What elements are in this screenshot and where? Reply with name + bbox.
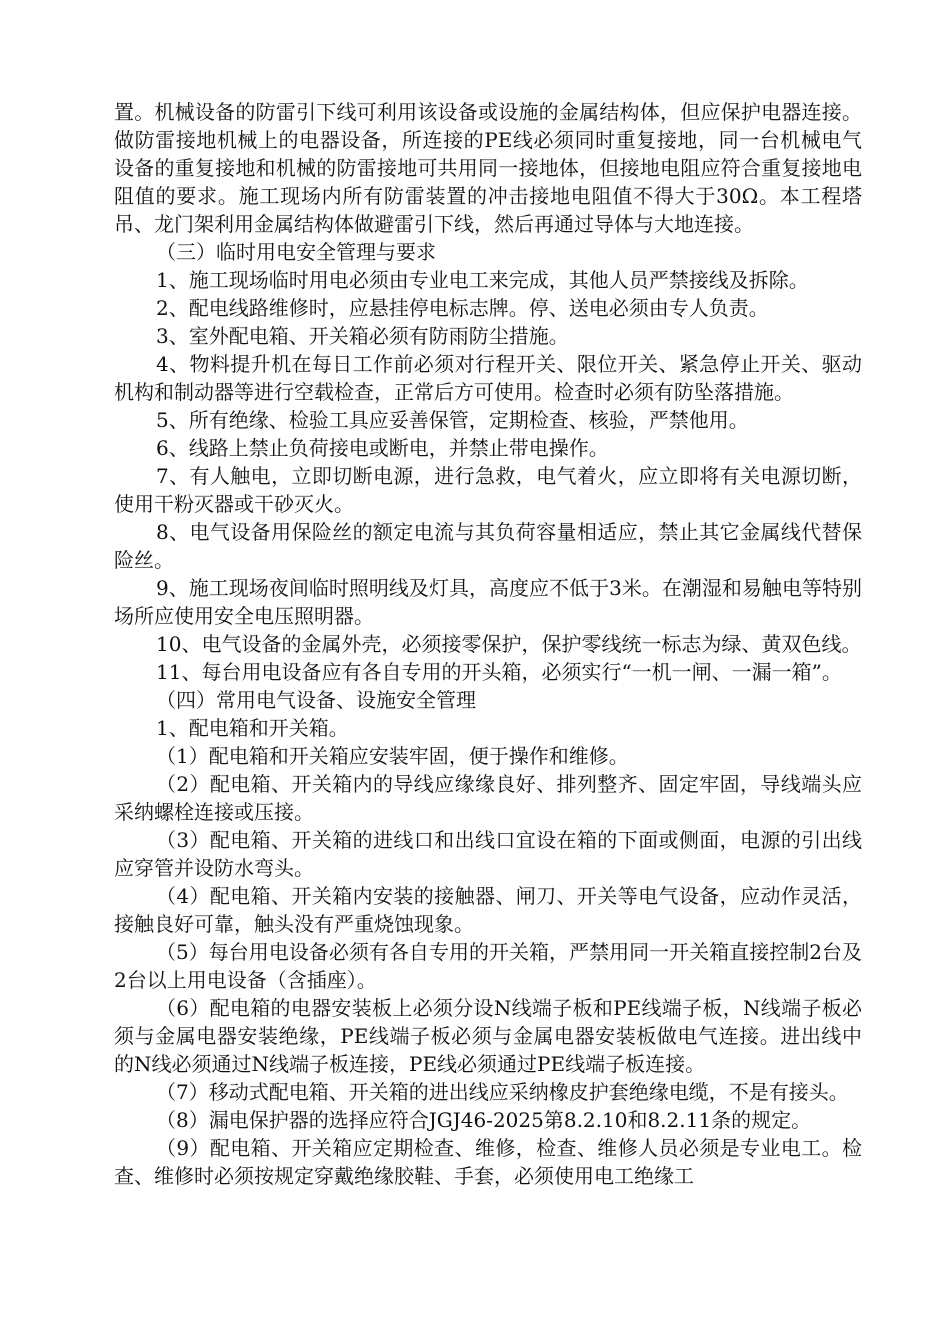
list-item: 5、所有绝缘、检验工具应妥善保管，定期检查、核验，严禁他用。 bbox=[156, 408, 749, 432]
list-item: 8、电气设备用保险丝的额定电流与其负荷容量相适应，禁止其它金属线代替保险丝。 bbox=[114, 520, 862, 572]
document-page bbox=[114, 98, 862, 1190]
sub-list-item: （7）移动式配电箱、开关箱的进出线应采纳橡皮护套绝缘电缆，不是有接头。 bbox=[156, 1080, 849, 1104]
list-item: 1、施工现场临时用电必须由专业电工来完成，其他人员严禁接线及拆除。 bbox=[156, 268, 809, 292]
paragraph-continued: 置。机械设备的防雷引下线可利用该设备或设施的金属结构体，但应保护电器连接。做防雷接地机械上的电器设备，所连接的PE线必须同时重复接地，同一台机械电气设备的重复接地和机械的防雷接地可共用同一接地体，但接地电阻应符合重复接地电阻值的要求。施工现场内所有防雷装置的冲击接地电阻值不得大于30Ω。本工程塔吊、龙门架利用金属结构体做避雷引下线，然后再通过导体与大地连接。 bbox=[114, 100, 862, 236]
list-item: 11、每台用电设备应有各自专用的开头箱，必须实行“一机一闸、一漏一箱”。 bbox=[156, 660, 842, 684]
list-item: 3、室外配电箱、开关箱必须有防雨防尘措施。 bbox=[156, 324, 569, 348]
list-item: 6、线路上禁止负荷接电或断电，并禁止带电操作。 bbox=[156, 436, 609, 460]
list-item: 10、电气设备的金属外壳，必须接零保护，保护零线统一标志为绿、黄双色线。 bbox=[156, 632, 862, 656]
sub-list-item: （2）配电箱、开关箱内的导线应缘缘良好、排列整齐、固定牢固，导线端头应采纳螺栓连接或压接。 bbox=[114, 772, 862, 824]
sub-list-item: （5）每台用电设备必须有各自专用的开关箱，严禁用同一开关箱直接控制2台及2台以上用电设备（含插座）。 bbox=[114, 940, 862, 992]
list-item: 1、配电箱和开关箱。 bbox=[156, 716, 349, 740]
list-item: 2、配电线路维修时，应悬挂停电标志牌。停、送电必须由专人负责。 bbox=[156, 296, 769, 320]
section-heading-4: （四）常用电气设备、设施安全管理 bbox=[156, 688, 476, 712]
sub-list-item: （6）配电箱的电器安装板上必须分设N线端子板和PE线端子板，N线端子板必须与金属电器安装绝缘，PE线端子板必须与金属电器安装板做电气连接。进出线中的N线必须通过N线端子板连接，PE线必须通过PE线端子板连接。 bbox=[114, 996, 862, 1076]
list-item: 7、有人触电，立即切断电源，进行急救，电气着火，应立即将有关电源切断，使用干粉灭器或干砂灭火。 bbox=[114, 464, 862, 516]
sub-list-item: （8）漏电保护器的选择应符合JGJ46-2025第8.2.10和8.2.11条的规定。 bbox=[156, 1108, 812, 1132]
sub-list-item: （9）配电箱、开关箱应定期检查、维修，检查、维修人员必须是专业电工。检查、维修时必须按规定穿戴绝缘胶鞋、手套，必须使用电工绝缘工 bbox=[114, 1136, 862, 1188]
list-item: 4、物料提升机在每日工作前必须对行程开关、限位开关、紧急停止开关、驱动机构和制动器等进行空载检查，正常后方可使用。检查时必须有防坠落措施。 bbox=[114, 352, 862, 404]
sub-list-item: （3）配电箱、开关箱的进线口和出线口宜设在箱的下面或侧面，电源的引出线应穿管并设防水弯头。 bbox=[114, 828, 862, 880]
sub-list-item: （4）配电箱、开关箱内安装的接触器、闸刀、开关等电气设备，应动作灵活，接触良好可靠，触头没有严重烧蚀现象。 bbox=[114, 884, 862, 936]
sub-list-item: （1）配电箱和开关箱应安装牢固，便于操作和维修。 bbox=[156, 744, 629, 768]
section-heading-3: （三）临时用电安全管理与要求 bbox=[156, 240, 436, 264]
list-item: 9、施工现场夜间临时照明线及灯具，高度应不低于3米。在潮湿和易触电等特别场所应使用安全电压照明器。 bbox=[114, 576, 862, 628]
